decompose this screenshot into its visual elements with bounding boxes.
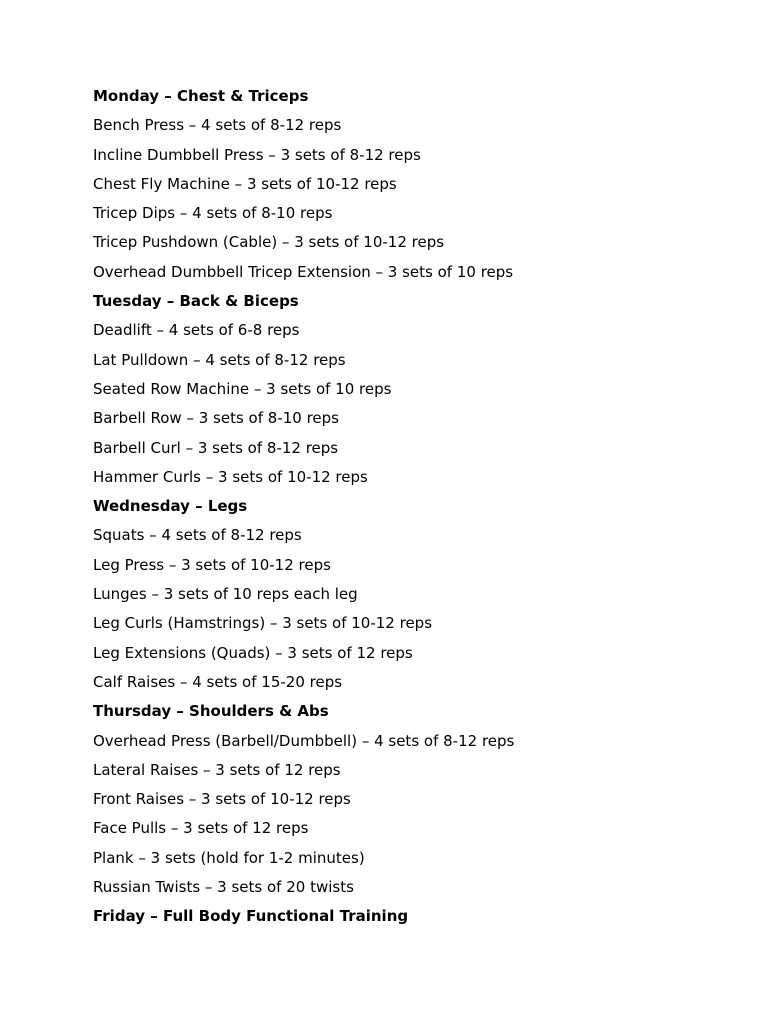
exercise-line: Barbell Row – 3 sets of 8-10 reps	[93, 409, 339, 428]
exercise-line: Leg Curls (Hamstrings) – 3 sets of 10-12 reps	[93, 614, 433, 633]
exercise-line: Chest Fly Machine – 3 sets of 10-12 reps	[93, 174, 397, 193]
day-heading-tuesday: Tuesday – Back & Biceps	[93, 292, 299, 311]
exercise-line: Bench Press – 4 sets of 8-12 reps	[93, 116, 342, 135]
exercise-line: Calf Raises – 4 sets of 15-20 reps	[93, 672, 343, 691]
exercise-line: Leg Extensions (Quads) – 3 sets of 12 reps	[93, 643, 413, 662]
day-heading-friday: Friday – Full Body Functional Training	[93, 907, 409, 926]
exercise-line: Tricep Pushdown (Cable) – 3 sets of 10-12 reps	[93, 233, 445, 252]
exercise-line: Squats – 4 sets of 8-12 reps	[93, 526, 302, 545]
exercise-line: Lateral Raises – 3 sets of 12 reps	[93, 760, 341, 779]
exercise-line: Lunges – 3 sets of 10 reps each leg	[93, 585, 358, 604]
exercise-line: Lat Pulldown – 4 sets of 8-12 reps	[93, 350, 346, 369]
exercise-line: Plank – 3 sets (hold for 1-2 minutes)	[93, 848, 365, 867]
exercise-line: Incline Dumbbell Press – 3 sets of 8-12 reps	[93, 145, 421, 164]
exercise-line: Deadlift – 4 sets of 6-8 reps	[93, 321, 300, 340]
exercise-line: Front Raises – 3 sets of 10-12 reps	[93, 790, 351, 809]
exercise-line: Leg Press – 3 sets of 10-12 reps	[93, 555, 331, 574]
day-heading-monday: Monday – Chest & Triceps	[93, 87, 309, 105]
day-heading-thursday: Thursday – Shoulders & Abs	[93, 702, 329, 721]
exercise-line: Face Pulls – 3 sets of 12 reps	[93, 819, 309, 838]
exercise-line: Barbell Curl – 3 sets of 8-12 reps	[93, 438, 339, 457]
document-body	[93, 85, 733, 935]
exercise-line: Overhead Press (Barbell/Dumbbell) – 4 sets of 8-12 reps	[93, 731, 515, 750]
day-heading-wednesday: Wednesday – Legs	[93, 497, 248, 516]
exercise-line: Overhead Dumbbell Tricep Extension – 3 sets of 10 reps	[93, 262, 514, 281]
exercise-line: Seated Row Machine – 3 sets of 10 reps	[93, 379, 392, 398]
exercise-line: Hammer Curls – 3 sets of 10-12 reps	[93, 467, 368, 486]
exercise-line: Russian Twists – 3 sets of 20 twists	[93, 878, 354, 897]
exercise-line: Tricep Dips – 4 sets of 8-10 reps	[93, 204, 333, 223]
